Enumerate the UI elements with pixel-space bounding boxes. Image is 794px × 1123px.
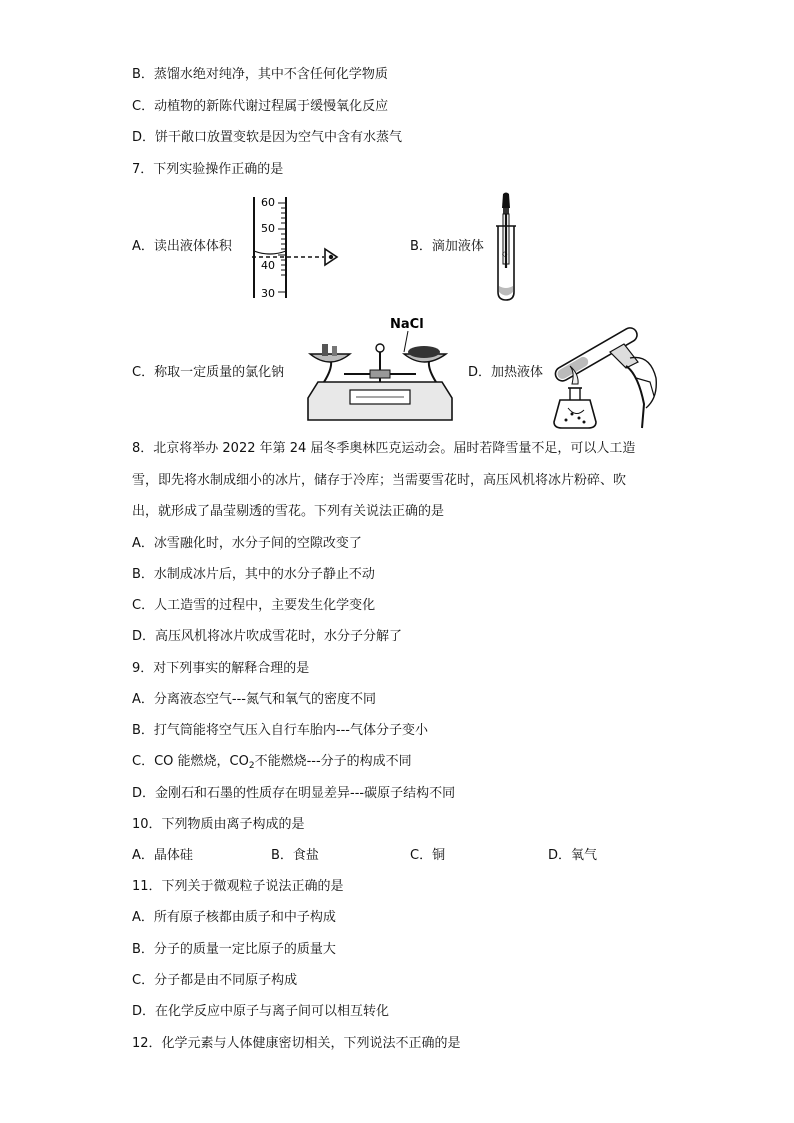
cylinder-tick-50: 50: [261, 222, 275, 235]
q7-option-c: C．称取一定质量的氯化钠: [132, 365, 285, 380]
q11-option-d: D．在化学反应中原子与离子间可以相互转化: [132, 1004, 390, 1019]
q8-option-b: B．水制成冰片后，其中的水分子静止不动: [132, 567, 375, 582]
q8-option-c: C．人工造雪的过程中，主要发生化学变化: [132, 598, 376, 613]
q10-option-d: D．氧气: [548, 848, 598, 863]
q9-option-c: [132, 753, 412, 771]
graduated-cylinder-figure: [248, 193, 348, 301]
q9-option-a: A．分离液态空气---氮气和氧气的密度不同: [132, 692, 376, 707]
q11-option-b: B．分子的质量一定比原子的质量大: [132, 942, 336, 957]
q6-option-b: B．蒸馏水绝对纯净，其中不含任何化学物质: [132, 67, 388, 82]
q12-stem: 12．化学元素与人体健康密切相关，下列说法不正确的是: [132, 1036, 461, 1051]
cylinder-tick-40: 40: [261, 259, 275, 272]
q9-option-c-text: C．CO 能燃烧，CO: [132, 754, 249, 769]
q11-option-a: A．所有原子核都由质子和中子构成: [132, 910, 336, 925]
q8-option-d: D．高压风机将冰片吹成雪花时，水分子分解了: [132, 629, 403, 644]
q8-stem-line-2: 雪，即先将水制成细小的冰片，储存于冷库；当需要雪花时，高压风机将冰片粉碎、吹: [132, 473, 627, 488]
balance-scale-figure: [304, 312, 456, 428]
q6-option-d: D．饼干敞口放置变软是因为空气中含有水蒸气: [132, 130, 403, 145]
q9-option-c-text-rest: 不能燃烧---分子的构成不同: [254, 754, 412, 769]
q9-option-b: B．打气筒能将空气压入自行车胎内---气体分子变小: [132, 723, 428, 738]
heating-test-tube-figure: [546, 318, 664, 430]
cylinder-tick-60: 60: [261, 196, 275, 209]
q6-option-c: C．动植物的新陈代谢过程属于缓慢氧化反应: [132, 99, 389, 114]
q8-stem-line-3: 出，就形成了晶莹剔透的雪花。下列有关说法正确的是: [132, 504, 445, 519]
q8-stem-line-1: 8．北京将举办 2022 年第 24 届冬季奥林匹克运动会。届时若降雪量不足，可以人工造: [132, 441, 636, 456]
q8-option-a: A．冰雪融化时，水分子间的空隙改变了: [132, 536, 362, 551]
q7-stem: 7．下列实验操作正确的是: [132, 162, 284, 177]
q7-option-d: D．加热液体: [468, 365, 544, 380]
cylinder-tick-30: 30: [261, 287, 275, 300]
q7-option-a: A．读出液体体积: [132, 239, 232, 254]
nacl-label: NaCl: [390, 317, 424, 332]
q9-stem: 9．对下列事实的解释合理的是: [132, 661, 310, 676]
q10-option-a: A．晶体硅: [132, 848, 193, 863]
q7-option-b: B．滴加液体: [410, 239, 484, 254]
q11-stem: 11．下列关于微观粒子说法正确的是: [132, 879, 344, 894]
svg-text:◇: ◇: [502, 250, 508, 258]
q9-option-d: D．金刚石和石墨的性质存在明显差异---碳原子结构不同: [132, 786, 456, 801]
q10-option-c: C．铜: [410, 848, 446, 863]
q10-stem: 10．下列物质由离子构成的是: [132, 817, 305, 832]
q10-option-b: B．食盐: [271, 848, 319, 863]
q11-option-c: C．分子都是由不同原子构成: [132, 973, 298, 988]
q9-option-c-subscript: 2: [248, 761, 255, 771]
dropper-test-tube-figure: [492, 192, 526, 304]
